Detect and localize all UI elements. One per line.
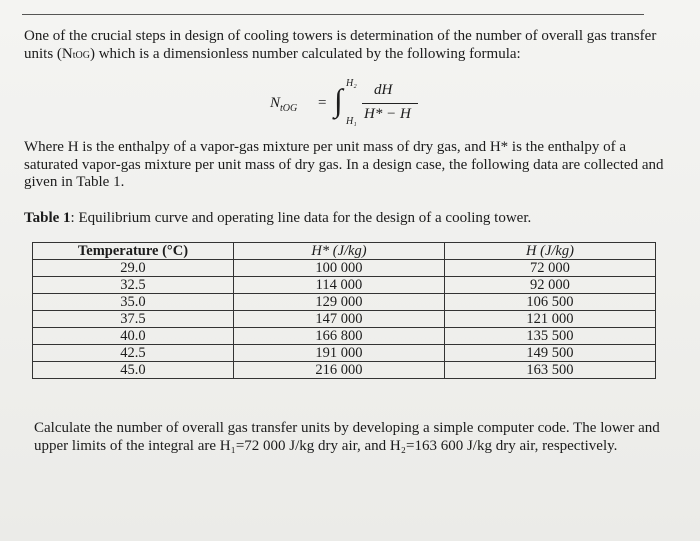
table-row bbox=[33, 311, 656, 328]
cell-h: 121 000 bbox=[444, 311, 655, 328]
header-h-star: H* (J/kg) bbox=[233, 243, 444, 260]
cell-temperature: 29.0 bbox=[33, 260, 234, 277]
ntog-formula bbox=[270, 78, 430, 136]
cell-h: 149 500 bbox=[444, 345, 655, 362]
table-row bbox=[33, 362, 656, 379]
definition-paragraph: Where H is the enthalpy of a vapor-gas mixture per unit mass of dry gas, and H* is the enthalpy of a saturated vapor-gas mixture per unit mass of dry gas. In a design case, the following data are collected and given in Table 1. bbox=[24, 139, 664, 190]
header-temperature: Temperature (°C) bbox=[33, 243, 234, 260]
table-row bbox=[33, 345, 656, 362]
cell-h: 163 500 bbox=[444, 362, 655, 379]
cell-h-star: 166 800 bbox=[233, 328, 444, 345]
cell-h-star: 191 000 bbox=[233, 345, 444, 362]
cell-h-star: 216 000 bbox=[233, 362, 444, 379]
table-caption-label: Table 1 bbox=[24, 210, 71, 226]
cell-temperature: 40.0 bbox=[33, 328, 234, 345]
table-row bbox=[33, 277, 656, 294]
formula-lhs: $N_{tOG}$ bbox=[270, 95, 298, 114]
cell-h: 106 500 bbox=[444, 294, 655, 311]
table-header-row bbox=[33, 243, 656, 260]
task-paragraph: Calculate the number of overall gas transfer units by developing a simple computer code. The lower and upper limits of the integral are H₁=72 000 J/kg dry air, and H₂=163 600 J/kg dry air, respectively. bbox=[34, 420, 660, 454]
formula-numerator: dH bbox=[374, 82, 393, 98]
integral-lower-limit: H₁ bbox=[346, 116, 357, 127]
intro-paragraph bbox=[24, 28, 664, 64]
integral-upper-limit: H₂ bbox=[346, 78, 357, 89]
cell-h: 135 500 bbox=[444, 328, 655, 345]
header-h: H (J/kg) bbox=[444, 243, 655, 260]
cell-h: 72 000 bbox=[444, 260, 655, 277]
cell-h-star: 147 000 bbox=[233, 311, 444, 328]
cell-temperature: 37.5 bbox=[33, 311, 234, 328]
cell-h: 92 000 bbox=[444, 277, 655, 294]
table-row bbox=[33, 294, 656, 311]
formula-equals: = bbox=[318, 95, 327, 111]
table-caption-text: : Equilibrium curve and operating line data for the design of a cooling tower. bbox=[70, 210, 532, 226]
cell-temperature: 35.0 bbox=[33, 294, 234, 311]
cell-temperature: 32.5 bbox=[33, 277, 234, 294]
cell-temperature: 42.5 bbox=[33, 345, 234, 362]
intro-text-end: ) which is a dimensionless number calculated by the following formula: bbox=[89, 45, 521, 62]
cell-h-star: 100 000 bbox=[233, 260, 444, 277]
table-row bbox=[33, 260, 656, 277]
cell-temperature: 45.0 bbox=[33, 362, 234, 379]
fraction-bar bbox=[362, 103, 418, 104]
cell-h-star: 114 000 bbox=[233, 277, 444, 294]
table-row bbox=[33, 328, 656, 345]
table-caption bbox=[24, 210, 531, 227]
top-rule bbox=[22, 14, 644, 15]
integral-sign: ∫ bbox=[334, 82, 343, 118]
cell-h-star: 129 000 bbox=[233, 294, 444, 311]
formula-denominator: H* − H bbox=[364, 106, 411, 122]
intro-text: One of the crucial steps in design of cooling towers is determination of the number of overall gas transfer units (N bbox=[24, 28, 657, 62]
data-table bbox=[32, 242, 656, 379]
intro-subscript: tOG bbox=[72, 49, 90, 61]
